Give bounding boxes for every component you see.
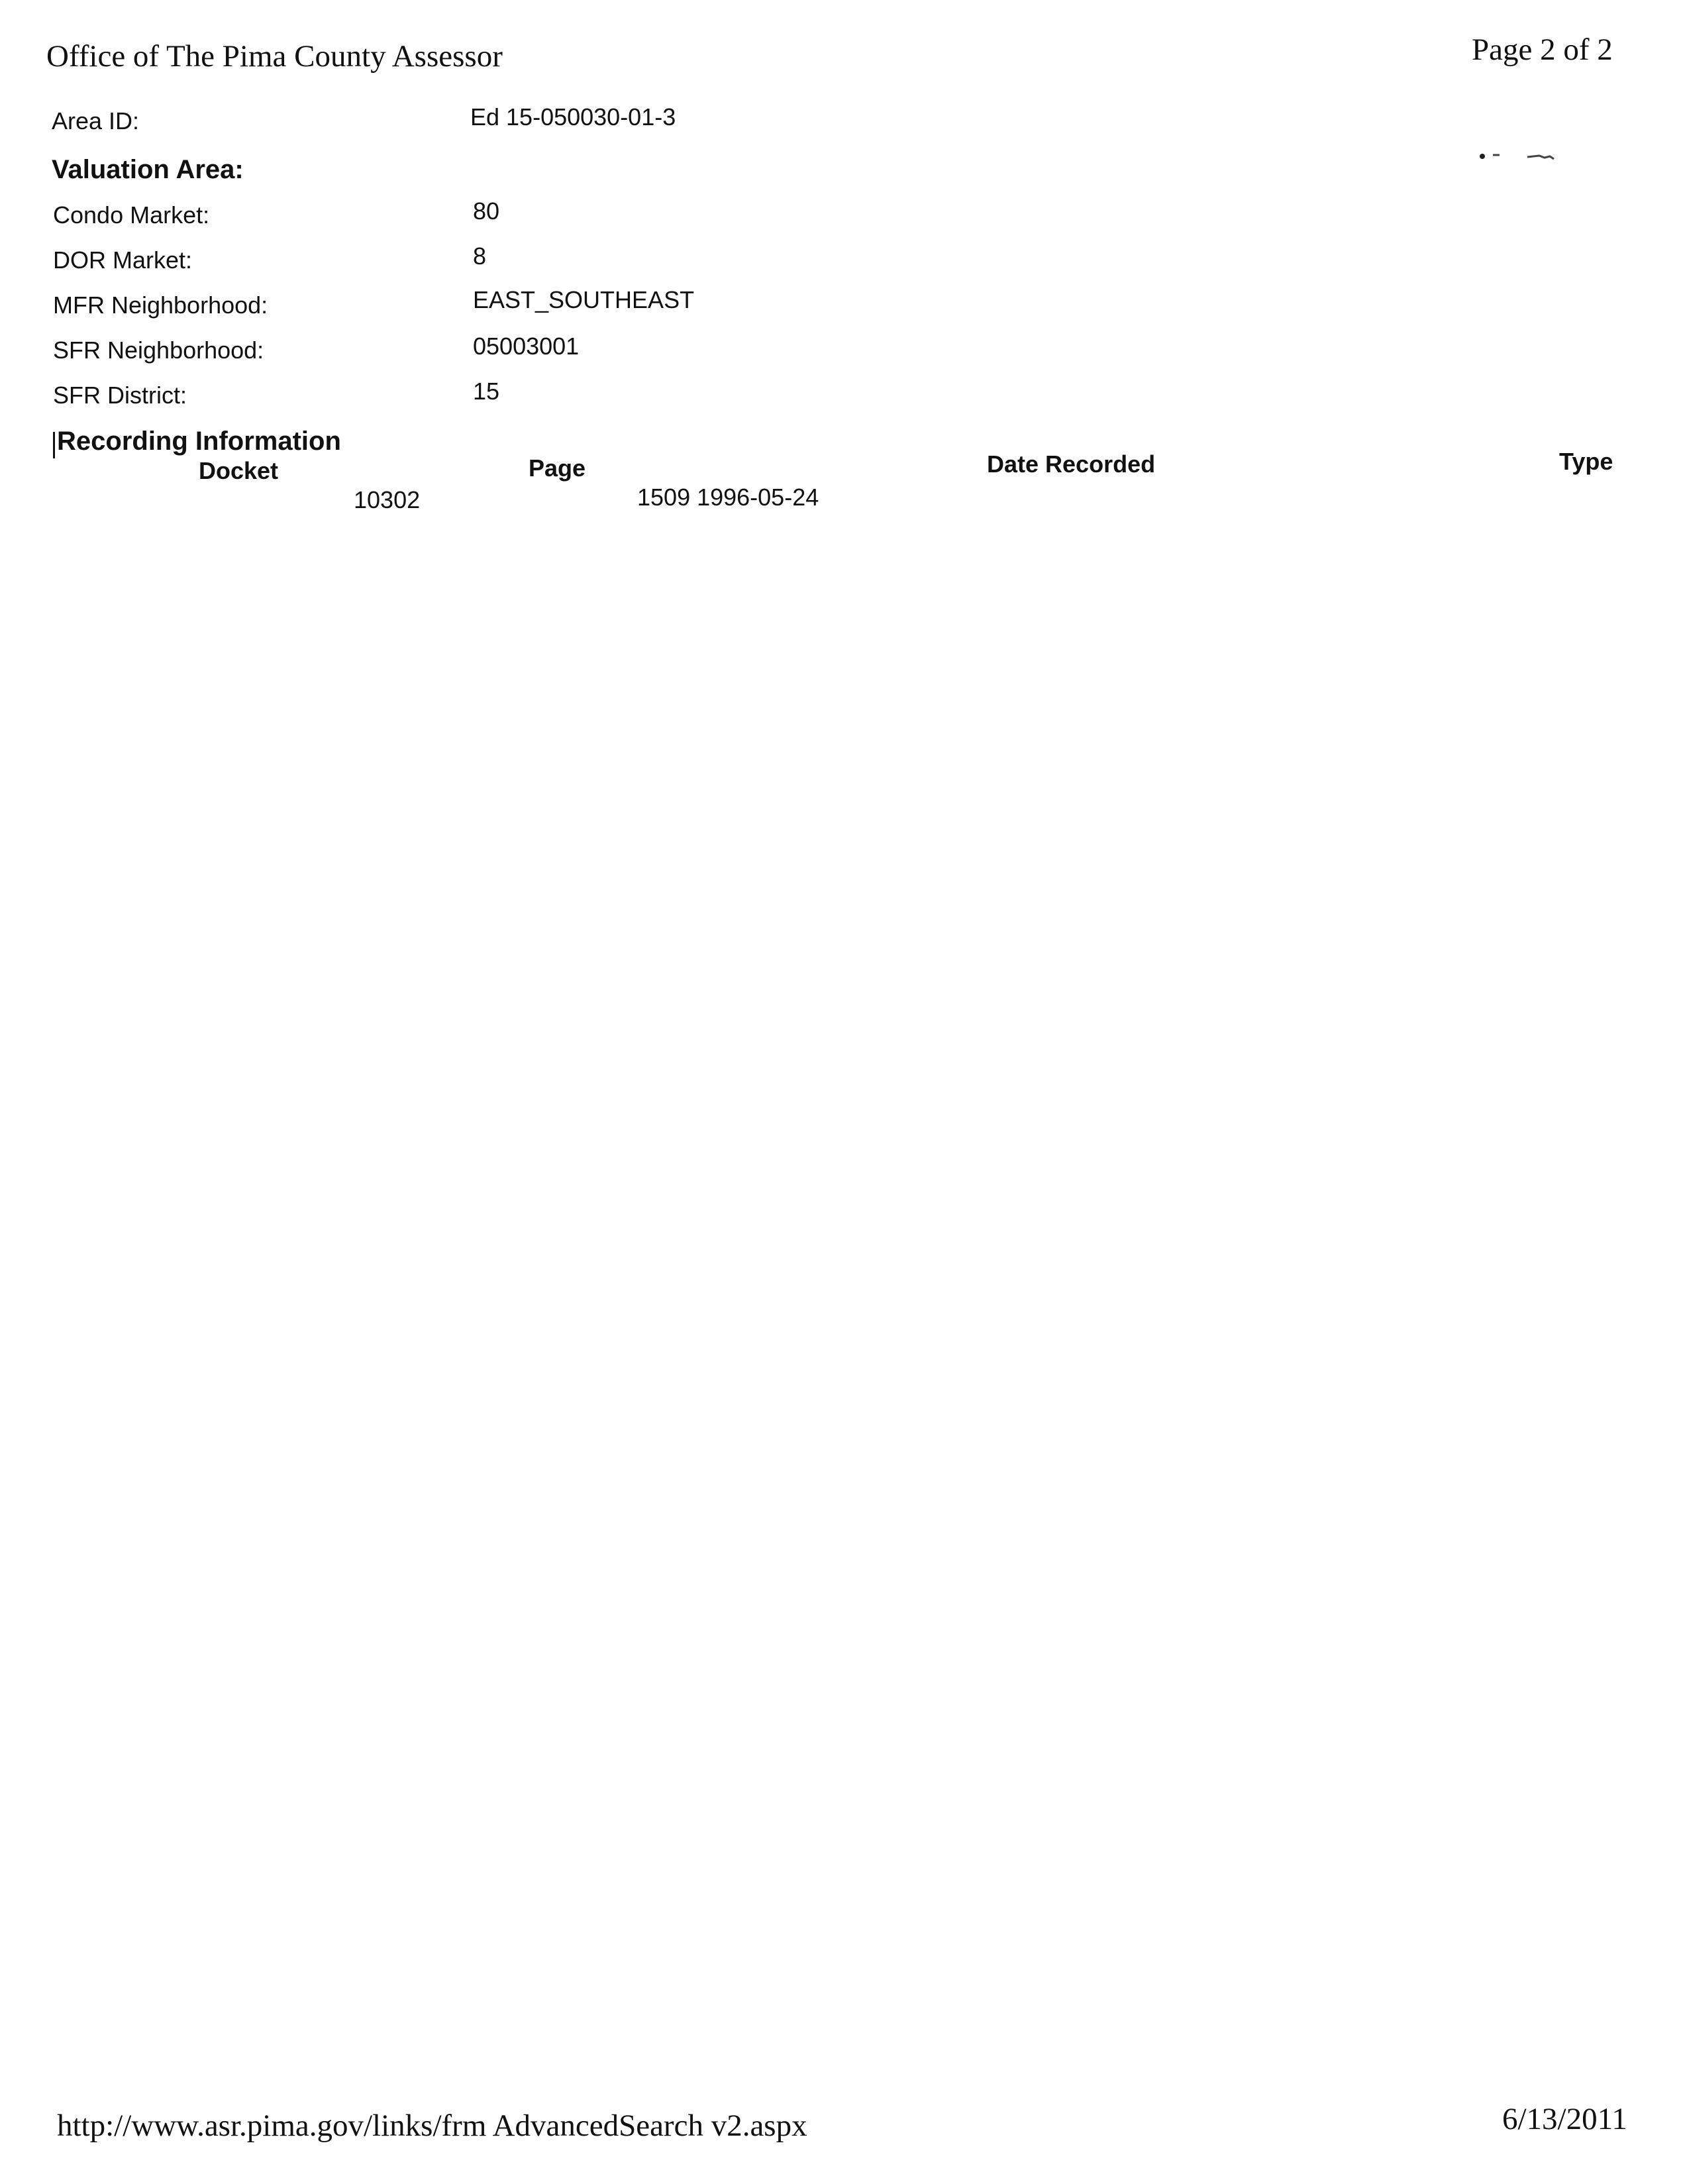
- mfr-neighborhood-value: EAST_SOUTHEAST: [473, 286, 695, 313]
- mfr-neighborhood-label: MFR Neighborhood:: [53, 291, 268, 319]
- condo-market-label: Condo Market:: [53, 201, 210, 229]
- page-number: Page 2 of 2: [1472, 32, 1613, 67]
- recording-page-date-value: 1509 1996-05-24: [637, 484, 819, 511]
- column-type: Type: [1559, 448, 1613, 475]
- condo-market-value: 80: [473, 197, 500, 225]
- dor-market-value: 8: [473, 242, 487, 270]
- footer-url: http://www.asr.pima.gov/links/frm AdvancedSearch v2.aspx: [57, 2108, 807, 2143]
- sfr-district-value: 15: [473, 378, 500, 405]
- footer-date: 6/13/2011: [1502, 2102, 1627, 2136]
- area-id-value: Ed 15-050030-01-3: [470, 103, 676, 130]
- column-page: Page: [529, 454, 586, 482]
- recording-information-heading: Recording Information: [57, 427, 341, 456]
- scan-artifact-icon: [1478, 151, 1564, 162]
- sfr-neighborhood-label: SFR Neighborhood:: [53, 337, 264, 364]
- area-id-label: Area ID:: [52, 107, 140, 134]
- dor-market-label: DOR Market:: [53, 246, 193, 274]
- column-date-recorded: Date Recorded: [987, 450, 1156, 478]
- office-title: Office of The Pima County Assessor: [46, 39, 503, 74]
- text-cursor-mark: [53, 432, 55, 458]
- sfr-neighborhood-value: 05003001: [473, 333, 580, 360]
- sfr-district-label: SFR District:: [53, 382, 187, 409]
- column-docket: Docket: [199, 457, 279, 484]
- recording-docket-value: 10302: [354, 486, 421, 513]
- valuation-area-heading: Valuation Area:: [52, 155, 244, 184]
